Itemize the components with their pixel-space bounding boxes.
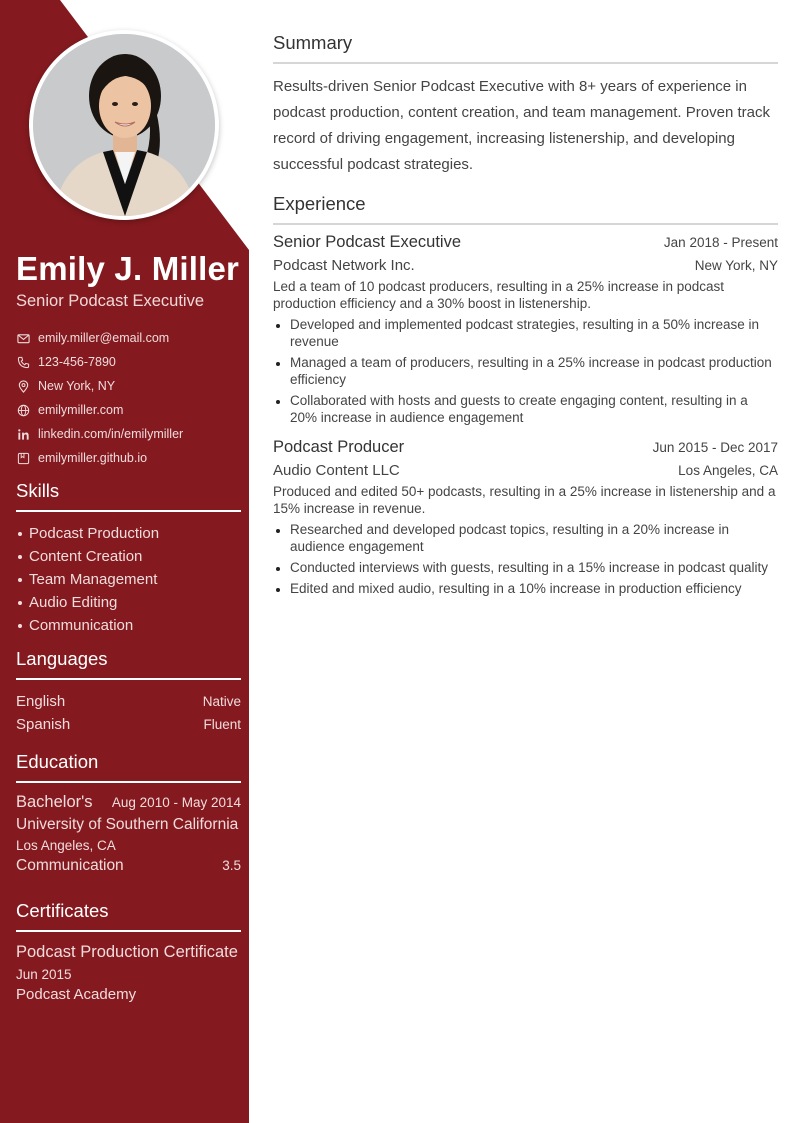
bullet-dot — [273, 316, 290, 350]
education-school: University of Southern California — [16, 816, 239, 833]
bullet-dot — [273, 392, 290, 426]
globe-icon — [16, 403, 30, 417]
contact-linkedin[interactable] — [16, 422, 241, 446]
education-field: Communication — [16, 857, 124, 874]
skill-label: Team Management — [29, 571, 158, 588]
github-icon — [16, 451, 30, 465]
language-row — [16, 713, 241, 736]
job-location: New York, NY — [694, 258, 778, 273]
job-company: Podcast Network Inc. — [273, 257, 415, 274]
bullet-text: Conducted interviews with guests, resulting in a 15% increase in podcast quality — [290, 560, 769, 575]
summary-section — [273, 32, 778, 178]
experience-section — [273, 193, 778, 601]
bullet-dot — [18, 578, 22, 582]
bullet-dot — [18, 555, 22, 559]
bullet-dot — [273, 521, 290, 555]
bullet-text: Edited and mixed audio, resulting in a 10% increase in production efficiency — [290, 581, 742, 596]
job-entry — [273, 438, 778, 597]
skill-item — [16, 522, 241, 545]
job-title: Senior Podcast Executive — [273, 233, 462, 251]
language-row — [16, 690, 241, 713]
job-bullets — [273, 316, 778, 426]
avatar — [29, 30, 219, 220]
job-bullet — [273, 354, 778, 388]
job-dates: Jun 2015 - Dec 2017 — [652, 440, 778, 455]
job-company: Audio Content LLC — [273, 462, 400, 479]
job-bullet — [273, 559, 778, 576]
contact-github-text: emilymiller.github.io — [38, 451, 148, 465]
language-name: English — [16, 693, 66, 710]
linkedin-icon — [16, 427, 30, 441]
contact-github[interactable] — [16, 446, 241, 470]
job-entry — [273, 233, 778, 426]
skill-label: Audio Editing — [29, 594, 118, 611]
certificates-section — [16, 900, 241, 1003]
education-section — [16, 751, 241, 875]
contact-email-text: emily.miller@email.com — [38, 331, 170, 345]
language-name: Spanish — [16, 716, 71, 733]
bullet-dot — [18, 601, 22, 605]
contact-linkedin-text: linkedin.com/in/emilymiller — [38, 427, 184, 441]
education-location: Los Angeles, CA — [16, 838, 116, 853]
person-role: Senior Podcast Executive — [16, 292, 205, 310]
contact-location-text: New York, NY — [38, 379, 116, 393]
person-name: Emily J. Miller — [16, 250, 240, 287]
certificate-issuer: Podcast Academy — [16, 986, 137, 1003]
job-dates: Jan 2018 - Present — [663, 235, 778, 250]
job-bullet — [273, 392, 778, 426]
contact-email[interactable] — [16, 326, 241, 350]
job-subheader — [273, 257, 778, 274]
certificate-date: Jun 2015 — [16, 967, 72, 982]
job-subheader — [273, 462, 778, 479]
contact-list — [16, 326, 241, 470]
job-bullet — [273, 580, 778, 597]
skill-label: Communication — [29, 617, 134, 634]
certificate-name: Podcast Production Certificate — [16, 943, 238, 961]
contact-website[interactable] — [16, 398, 241, 422]
bullet-dot — [18, 624, 22, 628]
job-header — [273, 233, 778, 252]
skills-heading: Skills — [16, 480, 241, 512]
job-description: Led a team of 10 podcast producers, resulting in a 25% increase in podcast production efficiency and a 30% boost in listenership. — [273, 279, 725, 311]
job-title: Podcast Producer — [273, 438, 405, 456]
skill-item — [16, 591, 241, 614]
language-level: Fluent — [203, 717, 241, 732]
education-field-row — [16, 857, 241, 875]
education-header-row — [16, 793, 241, 812]
education-heading: Education — [16, 751, 241, 783]
contact-location — [16, 374, 241, 398]
bullet-text: Researched and developed podcast topics, resulting in a 20% increase in audience engagement — [290, 522, 730, 554]
job-location: Los Angeles, CA — [678, 463, 778, 478]
job-header — [273, 438, 778, 457]
contact-phone[interactable] — [16, 350, 241, 374]
bullet-dot — [273, 354, 290, 388]
skill-label: Podcast Production — [29, 525, 160, 542]
languages-heading: Languages — [16, 648, 241, 680]
language-level: Native — [202, 694, 241, 709]
job-bullet — [273, 521, 778, 555]
bullet-text: Collaborated with hosts and guests to create engaging content, resulting in a 20% increase in audience engagement — [290, 393, 748, 425]
contact-phone-text: 123-456-7890 — [38, 355, 116, 369]
experience-heading: Experience — [273, 193, 778, 225]
skill-item — [16, 545, 241, 568]
certificates-heading: Certificates — [16, 900, 241, 932]
languages-section — [16, 648, 241, 736]
bullet-text: Managed a team of producers, resulting in a 25% increase in podcast production efficiency — [290, 355, 772, 387]
summary-text: Results-driven Senior Podcast Executive with 8+ years of experience in podcast production, content creation, and team management. Proven track record of driving engagement, increasing listenership, and developing successful podcast strategies. — [273, 78, 770, 173]
sidebar — [0, 0, 249, 1123]
skill-item — [16, 568, 241, 591]
skill-item — [16, 614, 241, 637]
bullet-text: Developed and implemented podcast strategies, resulting in a 50% increase in revenue — [290, 317, 760, 349]
skills-section — [16, 480, 241, 637]
skill-label: Content Creation — [29, 548, 143, 565]
bullet-dot — [273, 559, 290, 576]
job-bullets — [273, 521, 778, 597]
job-bullet — [273, 316, 778, 350]
phone-icon — [16, 355, 30, 369]
bullet-dot — [18, 532, 22, 536]
job-description: Produced and edited 50+ podcasts, resulting in a 25% increase in listenership and a 15% increase in revenue. — [273, 484, 776, 516]
summary-heading: Summary — [273, 32, 778, 64]
contact-website-text: emilymiller.com — [38, 403, 124, 417]
location-pin-icon — [16, 379, 30, 393]
profile-photo — [33, 34, 215, 216]
education-gpa: 3.5 — [222, 858, 241, 873]
education-degree: Bachelor's — [16, 793, 93, 811]
education-dates: Aug 2010 - May 2014 — [111, 795, 241, 810]
bullet-dot — [273, 580, 290, 597]
mail-icon — [16, 331, 30, 345]
